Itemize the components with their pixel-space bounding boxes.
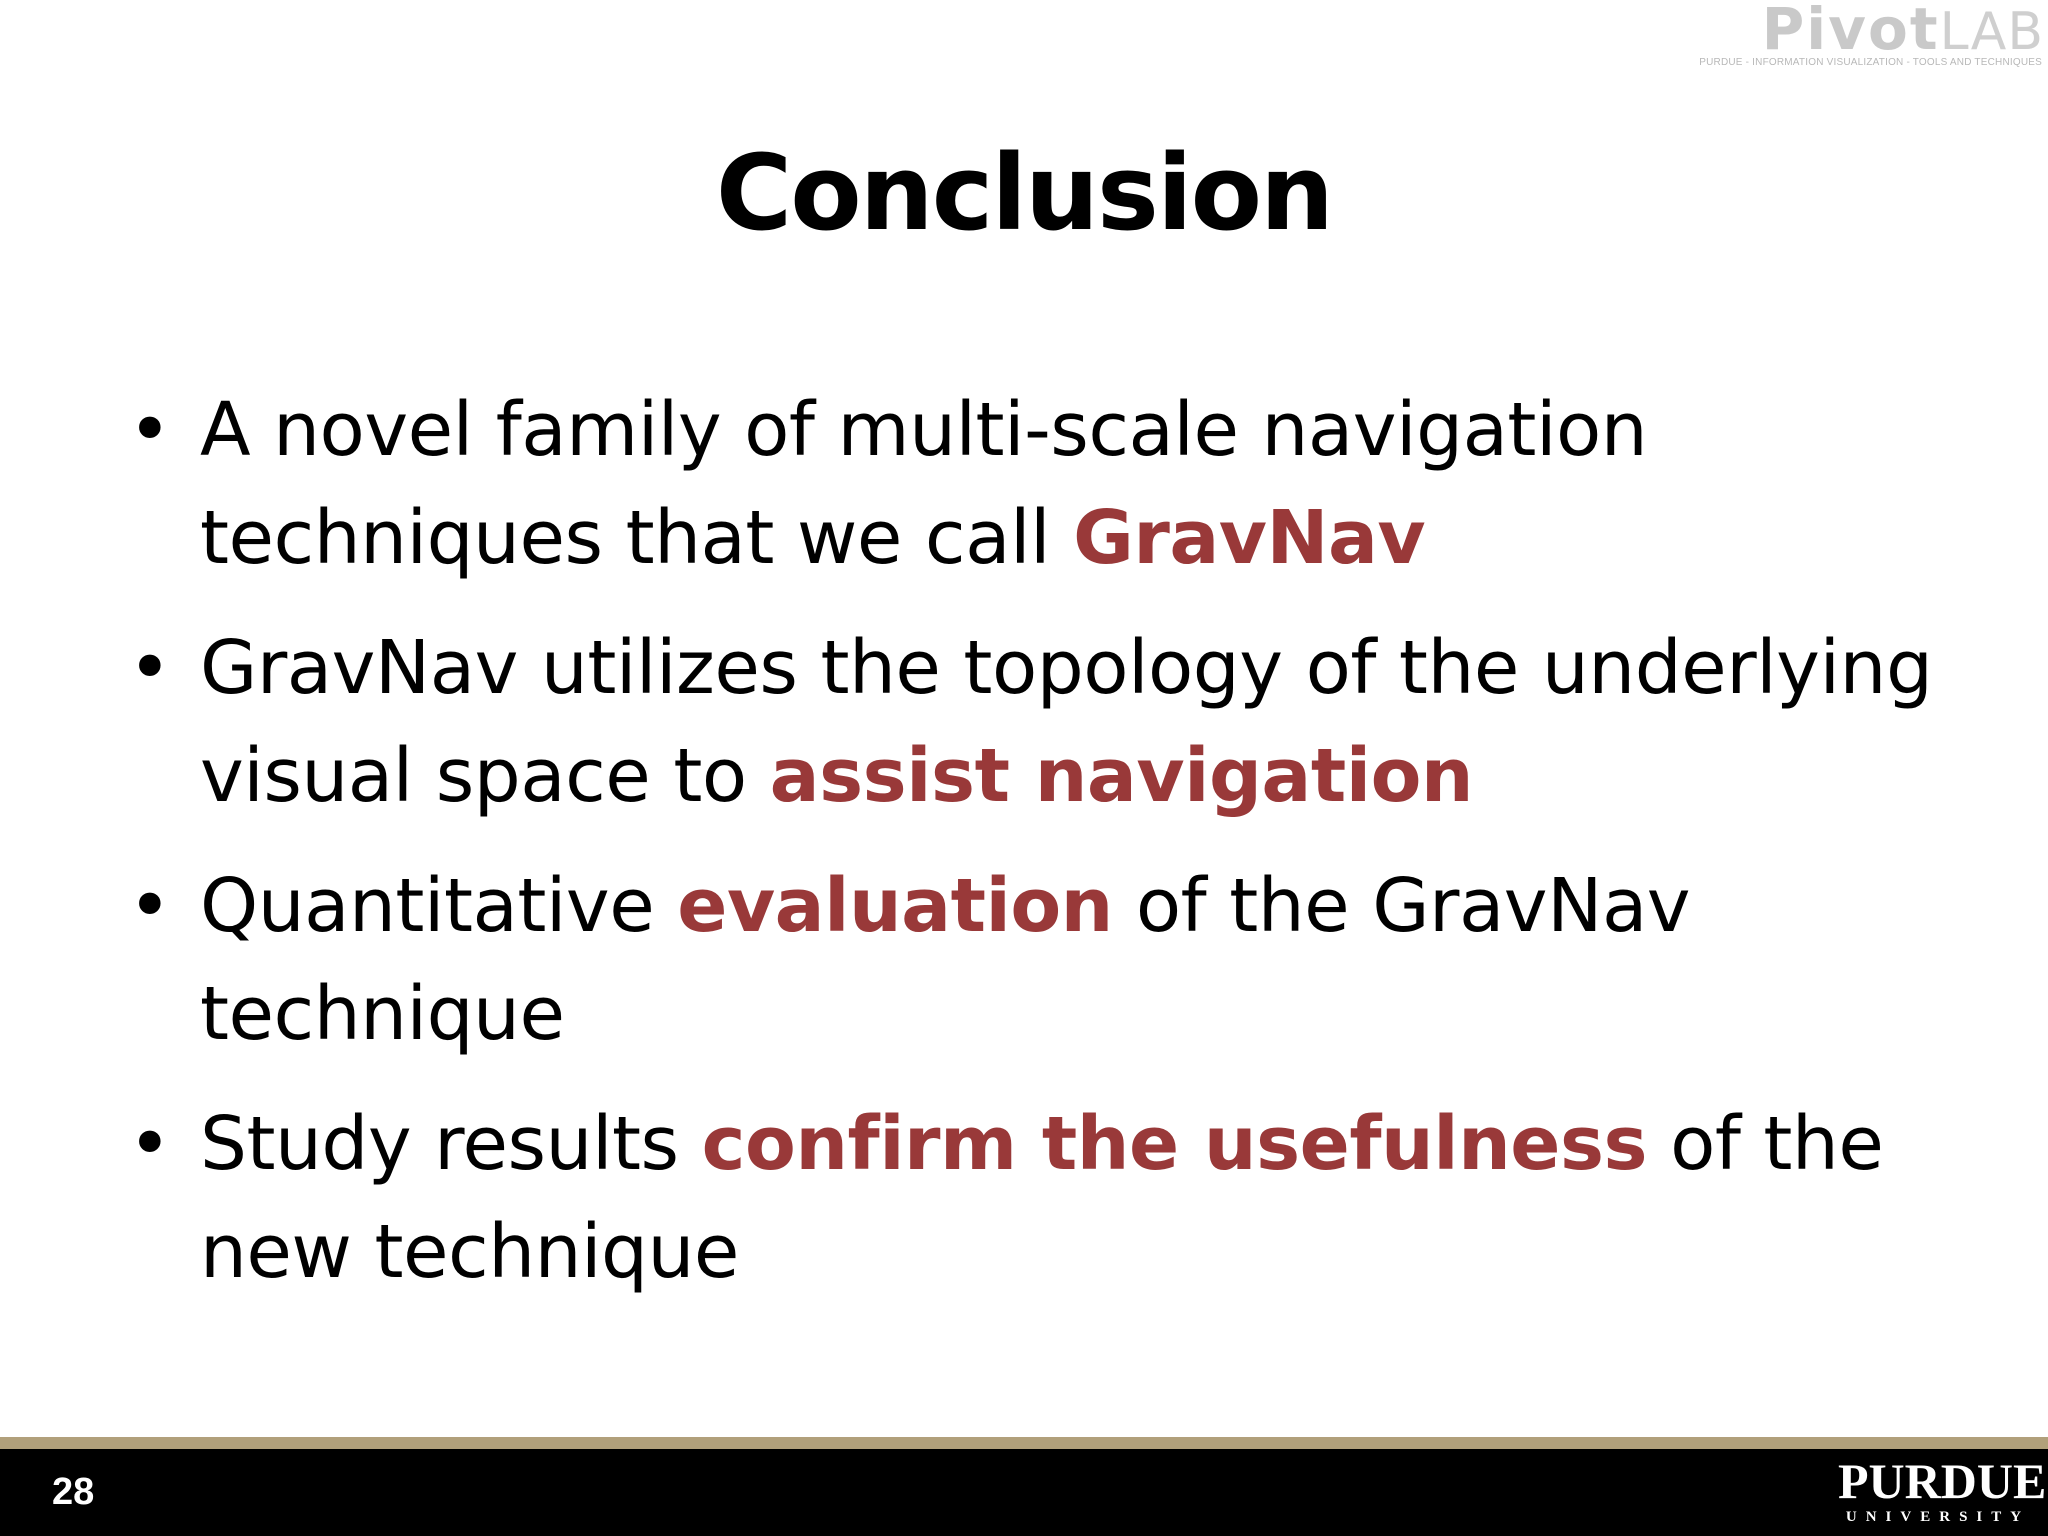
footer-gold-stripe	[0, 1437, 2048, 1449]
bullet-text: Quantitative	[200, 863, 678, 949]
bullet-text: Study results	[200, 1101, 702, 1187]
bullet-marker: •	[128, 1101, 172, 1187]
purdue-university-logo	[1838, 1453, 2047, 1534]
pivot-lab-logo-wordmark	[1761, 0, 2044, 63]
bullet-text: of the new technique	[200, 1101, 1884, 1295]
purdue-logo-subtitle: UNIVERSITY	[1845, 1509, 2031, 1525]
logo-lab-text: LAB	[1939, 2, 2044, 62]
logo-tagline: PURDUE - INFORMATION VISUALIZATION - TOOLS AND TECHNIQUES	[1699, 57, 2042, 68]
highlighted-text: evaluation	[677, 863, 1113, 949]
bullet-item	[120, 376, 1940, 592]
page-number: 28	[52, 1471, 95, 1513]
purdue-logo-word: PURDUE	[1838, 1453, 2047, 1509]
logo-pivot-text: Pivot	[1761, 0, 1940, 63]
bullet-marker: •	[128, 863, 172, 949]
highlighted-text: GravNav	[1073, 495, 1426, 581]
bullet-item	[120, 852, 1940, 1068]
bullet-marker: •	[128, 387, 172, 473]
bullet-text: A novel family of multi-scale navigation techniques that we call	[200, 387, 1648, 581]
bullet-list	[120, 376, 1940, 1328]
pivot-lab-logo	[1699, 0, 2048, 76]
bullet-text: GravNav utilizes the topology of the underlying visual space to	[200, 625, 1933, 819]
footer-bar	[0, 1449, 2048, 1536]
slide-title: Conclusion	[715, 132, 1333, 254]
highlighted-text: assist navigation	[769, 733, 1474, 819]
bullet-marker: •	[128, 625, 172, 711]
highlighted-text: confirm the usefulness	[701, 1101, 1648, 1187]
bullet-item	[120, 1090, 1940, 1306]
bullet-item	[120, 614, 1940, 830]
bullet-text: of the GravNav technique	[200, 863, 1691, 1057]
